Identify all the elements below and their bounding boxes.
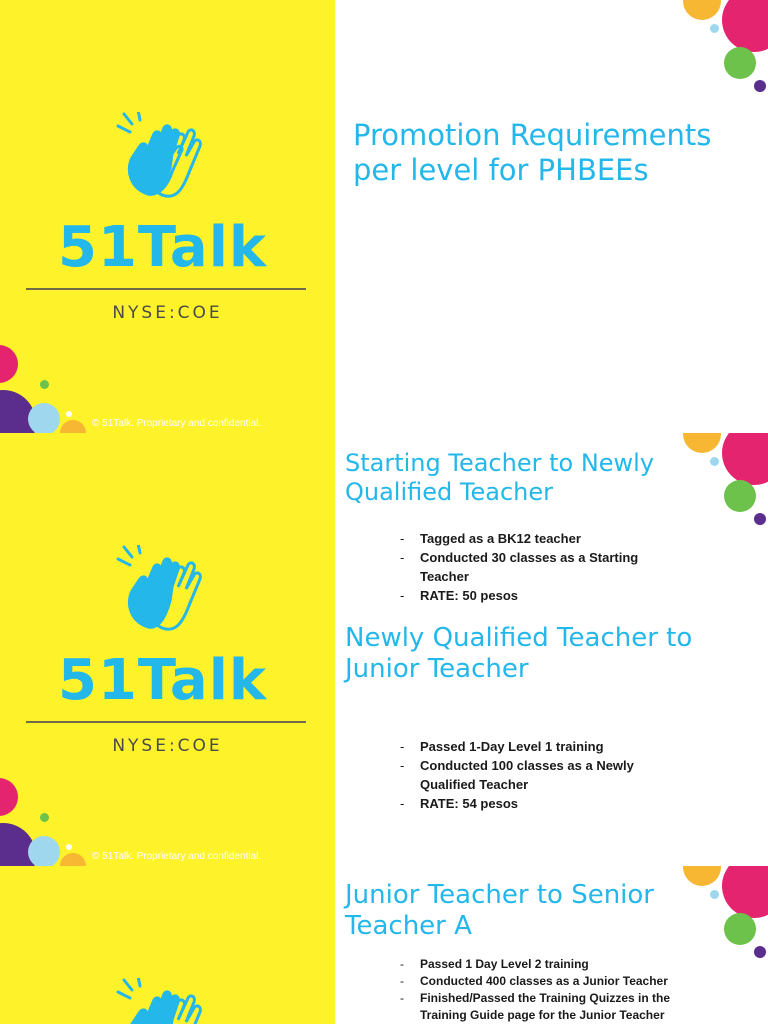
list-item: - Passed 1-Day Level 1 training	[400, 737, 730, 756]
list-item: - Conducted 30 classes as a Starting Teacher	[400, 548, 670, 586]
list-item: - Finished/Passed the Training Quizzes in the Training Guide page for the Junior Teacher	[400, 990, 700, 1024]
copyright-text: © 51Talk. Proprietary and confidential.	[92, 418, 262, 429]
decor-dot	[40, 380, 49, 389]
section-heading: Starting Teacher to Newly Qualified Teacher	[345, 449, 655, 506]
slide-3	[0, 866, 768, 1024]
decor-dot	[724, 913, 756, 945]
copyright-text: © 51Talk. Proprietary and confidential.	[92, 851, 262, 862]
brand-panel	[0, 866, 335, 1024]
list-item: - Conducted 400 classes as a Junior Teacher	[400, 973, 700, 990]
divider	[26, 288, 306, 290]
decor-dot	[724, 480, 756, 512]
section-heading: Newly Qualified Teacher to Junior Teacher	[345, 623, 693, 685]
decor-dot	[710, 24, 719, 33]
high-five-hands-icon	[110, 545, 210, 635]
requirements-list	[400, 529, 730, 605]
logo-wordmark: 51Talk	[58, 648, 268, 713]
decor-dot	[722, 866, 768, 918]
decor-dot	[28, 836, 60, 866]
brand-panel	[0, 0, 335, 433]
brand-panel	[0, 433, 335, 866]
decor-dot	[754, 946, 766, 958]
logo-wordmark: 51Talk	[58, 215, 268, 280]
decor-dot	[724, 47, 756, 79]
slide-1	[0, 0, 768, 433]
list-item: - Conducted 100 classes as a Newly Qualified Teacher	[400, 756, 670, 794]
requirements-list	[400, 737, 730, 813]
list-item: - Tagged as a BK12 teacher	[400, 529, 730, 548]
decor-dot	[0, 778, 18, 816]
stock-ticker: NYSE:COE	[112, 736, 223, 756]
list-item: - Passed 1 Day Level 2 training	[400, 956, 700, 973]
section-heading: Junior Teacher to Senior Teacher A	[345, 880, 654, 942]
list-item: - RATE: 50 pesos	[400, 586, 730, 605]
high-five-hands-icon	[110, 112, 210, 202]
decor-dot	[66, 844, 72, 850]
stock-ticker: NYSE:COE	[112, 303, 223, 323]
decor-dot	[60, 853, 86, 866]
list-item: - RATE: 54 pesos	[400, 794, 730, 813]
decor-dot	[722, 433, 768, 485]
decor-dot	[28, 403, 60, 433]
decor-dot	[66, 411, 72, 417]
decor-dot	[754, 80, 766, 92]
slide-title: Promotion Requirements per level for PHBEEs	[353, 118, 712, 187]
decor-dot	[60, 420, 86, 433]
requirements-list	[400, 956, 700, 1024]
slide-2	[0, 433, 768, 866]
decor-dot	[40, 813, 49, 822]
high-five-hands-icon	[110, 978, 210, 1024]
divider	[26, 721, 306, 723]
decor-dot	[683, 0, 721, 20]
decor-dot	[754, 513, 766, 525]
decor-dot	[722, 0, 768, 52]
decor-dot	[0, 345, 18, 383]
